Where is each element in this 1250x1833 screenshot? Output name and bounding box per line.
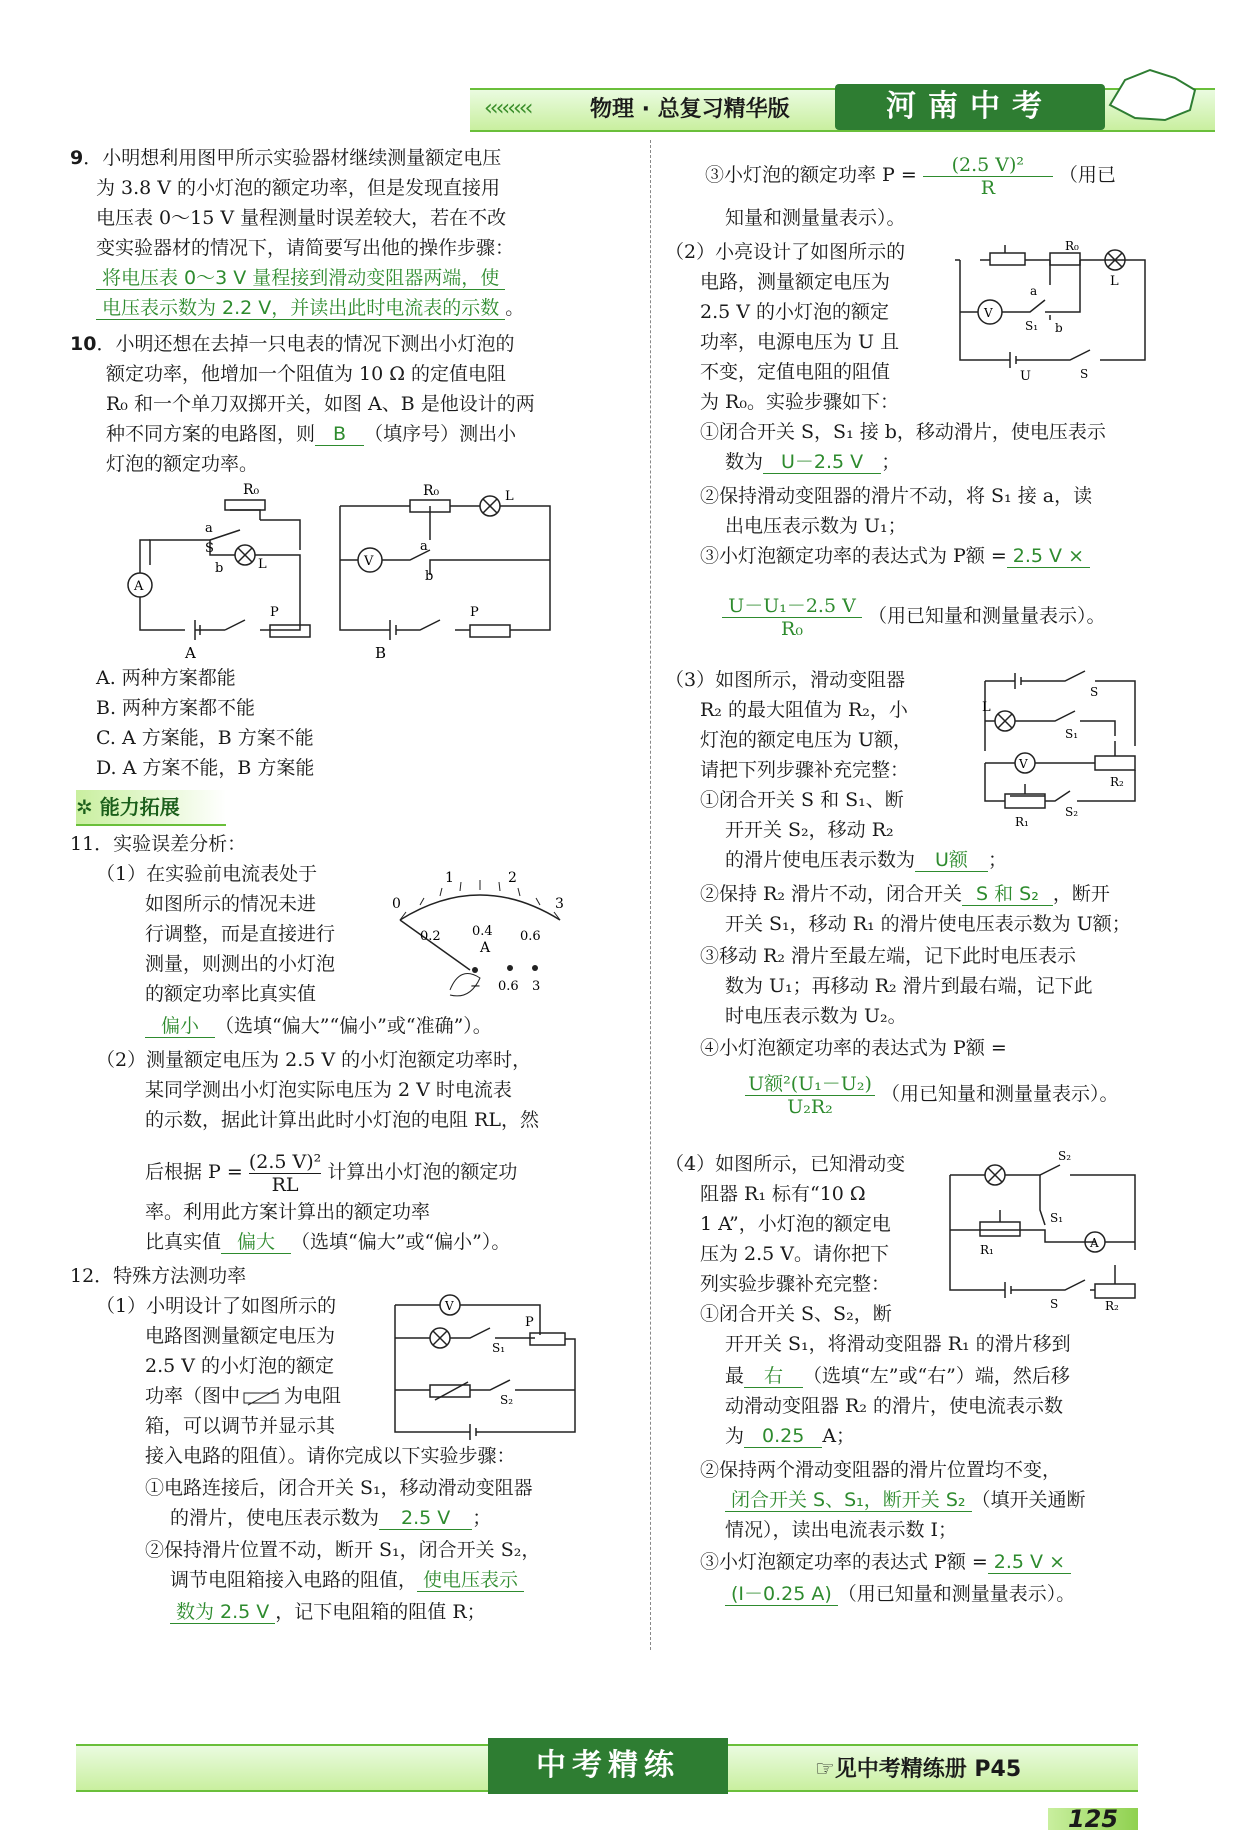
book-subtitle: 物理 · 总复习精华版: [590, 97, 790, 122]
svg-text:V: V: [1019, 757, 1028, 771]
r-circuit-3: [955, 666, 1155, 836]
section-title: ✲ 能力拓展: [76, 795, 180, 819]
q11-head: 11．实验误差分析：: [70, 833, 247, 855]
svg-text:R₁: R₁: [980, 1243, 994, 1257]
svg-text:S₁: S₁: [492, 1341, 506, 1355]
q11-p1-line4: 测量，则测出的小灯泡: [145, 953, 336, 975]
footer-reference: ☞见中考精练册 P45: [815, 1757, 1022, 1782]
q9-line-1: 9．小明想利用图甲所示实验器材继续测量额定电压: [70, 147, 502, 169]
q11-p2-line3: 的示数，据此计算出此时小灯泡的电阻 RL，然: [145, 1109, 539, 1131]
r-p4-line8: 最 右 （选填“左”或“右”）端，然后移: [725, 1365, 1070, 1387]
svg-text:S₂: S₂: [500, 1393, 514, 1407]
q12-p1-line2: 电路图测量额定电压为: [145, 1325, 336, 1347]
svg-text:A: A: [185, 644, 196, 662]
svg-text:0.2: 0.2: [420, 929, 441, 944]
r-p3-step3-line1: ③移动 R₂ 滑片至最左端，记下此时电压表示: [700, 945, 1077, 967]
r-p3-step4-formula: $\frac{\text{U额²(U₁－U₂)}}{\text{U₂R₂}}$ （用已知量和测量量表示）。: [745, 1068, 1119, 1120]
svg-text:V: V: [364, 554, 374, 569]
q12-circuit-1: [390, 1290, 590, 1440]
q10-option-a: A. 两种方案都能: [96, 667, 236, 689]
q11-p2-line2: 某同学测出小灯泡实际电压为 2 V 时电流表: [145, 1079, 512, 1101]
r-p4-line2: 阻器 R₁ 标有“10 Ω: [700, 1183, 866, 1205]
svg-text:b: b: [1055, 321, 1063, 335]
r-p2-step3-formula: $\frac{\text{U－U₁－2.5 V}}{\text{R₀}}$ （用已知量和测量量表示）。: [722, 590, 1106, 642]
r-p4-line6: ①闭合开关 S、S₂，断: [700, 1303, 892, 1325]
footer-title: 中考精练: [488, 1738, 728, 1794]
chevron-decoration-icon: ‹‹‹‹‹‹‹‹: [484, 96, 531, 121]
svg-text:L: L: [982, 700, 991, 715]
svg-text:A: A: [1090, 1236, 1099, 1250]
svg-text:V: V: [445, 1299, 454, 1313]
r-circuit-2: [950, 240, 1150, 400]
q10-line-1: 10．小明还想在去掉一只电表的情况下测出小灯泡的: [70, 333, 515, 355]
q12-step2-line3: 数为 2.5 V ，记下电阻箱的阻值 R；: [170, 1598, 486, 1626]
q10-line-4: 种不同方案的电路图，则 B （填序号）测出小: [106, 423, 517, 445]
r-p2-line6: 为 R₀。实验步骤如下：: [700, 391, 899, 413]
svg-text:S₁: S₁: [1050, 1211, 1064, 1225]
r-p3-step1-ans: 的滑片使电压表示数为 U额 ；: [725, 849, 1007, 871]
svg-text:R₀: R₀: [423, 483, 440, 499]
q9-answer-2: 电压表示数为 2.2 V，并读出此时电流表的示数 。: [96, 294, 524, 322]
q11-p2-formula: 后根据 P = $\frac{\text{(2.5 V)²}}{RL}$ 计算出小灯泡的额定功: [145, 1150, 518, 1196]
r-p4-line5: 列实验步骤补充完整：: [700, 1273, 891, 1295]
resistor-box-icon: [240, 1387, 284, 1407]
svg-text:R₂: R₂: [1110, 775, 1124, 789]
r-p2-line4: 功率，电源电压为 U 且: [700, 331, 900, 353]
q11-p1-line1: （1）在实验前电流表处于: [96, 863, 318, 885]
q10-line-3: R₀ 和一个单刀双掷开关，如图 A、B 是他设计的两: [106, 393, 535, 415]
svg-text:−: −: [470, 979, 481, 994]
r-p3-step2: ②保持 R₂ 滑片不动，闭合开关 S 和 S₂ ，断开: [700, 883, 1110, 905]
svg-text:S₁: S₁: [1065, 727, 1079, 741]
q11-p1-answer: 偏小 （选填“偏大”“偏小”或“准确”）。: [145, 1012, 492, 1040]
q12-step2-line2: 调节电阻箱接入电路的阻值， 使电压表示: [170, 1566, 524, 1594]
svg-text:0: 0: [392, 896, 401, 912]
svg-text:R₀: R₀: [243, 482, 260, 498]
r-p4-line7: 开开关 S₁，将滑动变阻器 R₁ 的滑片移到: [725, 1333, 1071, 1355]
q10-option-d: D. A 方案不能，B 方案能: [96, 757, 315, 779]
svg-text:U: U: [1020, 369, 1031, 384]
r-p2-step2-line1: ②保持滑动变阻器的滑片不动，将 S₁ 接 a，读: [700, 485, 1093, 507]
r-p2-line1: （2）小亮设计了如图所示的: [665, 241, 906, 263]
svg-text:A: A: [480, 940, 491, 956]
r-circuit-4: [945, 1149, 1145, 1313]
q12-p1-line3: 2.5 V 的小灯泡的额定: [145, 1355, 335, 1377]
q12-p1-line5: 箱，可以调节并显示其: [145, 1415, 336, 1437]
q11-p1-line3: 行调整，而是直接进行: [145, 923, 336, 945]
svg-text:S: S: [1080, 367, 1089, 381]
r-p1-step3-tail: 知量和测量量表示）。: [725, 207, 906, 229]
q12-p1-line1: （1）小明设计了如图所示的: [96, 1295, 337, 1317]
svg-text:a: a: [420, 539, 428, 554]
svg-text:S: S: [1050, 1297, 1059, 1311]
r-p2-line5: 不变，定值电阻的阻值: [700, 361, 891, 383]
r-p4-line10: 为 0.25 A；: [725, 1425, 856, 1447]
r-p3-line4: 请把下列步骤补充完整：: [700, 759, 910, 781]
r-p1-step3: ③小灯泡的额定功率 P = $\frac{\text{(2.5 V)²}}{R}$ （用已: [705, 153, 1116, 199]
column-divider: [650, 140, 651, 1650]
svg-text:B: B: [375, 644, 387, 662]
q9-line-2: 为 3.8 V 的小灯泡的额定功率，但是发现直接用: [96, 177, 501, 199]
r-p3-step4: ④小灯泡额定功率的表达式为 P额 =: [700, 1037, 1007, 1059]
svg-text:R₁: R₁: [1015, 815, 1029, 829]
q11-p1-line2: 如图所示的情况未进: [145, 893, 317, 915]
svg-text:0.4: 0.4: [472, 924, 493, 939]
svg-text:2: 2: [508, 870, 517, 886]
r-p3-line2: R₂ 的最大阻值为 R₂，小: [700, 699, 908, 721]
henan-map-icon: [1090, 60, 1210, 130]
svg-text:R₂: R₂: [1105, 1299, 1119, 1313]
svg-text:0.6: 0.6: [498, 979, 519, 994]
svg-text:S₂: S₂: [1058, 1149, 1072, 1163]
svg-text:V: V: [984, 306, 993, 320]
svg-text:R₀: R₀: [1065, 239, 1079, 253]
svg-text:3: 3: [532, 979, 541, 994]
svg-text:3: 3: [555, 896, 564, 912]
svg-text:S₂: S₂: [1065, 805, 1079, 819]
q12-p1-line6: 接入电路的阻值）。请你完成以下实验步骤：: [145, 1445, 516, 1467]
r-p4-step2: ②保持两个滑动变阻器的滑片位置均不变，: [700, 1459, 1062, 1481]
svg-text:L: L: [258, 557, 267, 572]
r-p4-line3: 1 A”，小灯泡的额定电: [700, 1213, 891, 1235]
q12-head: 12．特殊方法测功率: [70, 1265, 247, 1287]
r-p4-line9: 动滑动变阻器 R₂ 的滑片，使电流表示数: [725, 1395, 1064, 1417]
svg-text:P: P: [270, 605, 279, 620]
q11-p2-line1: （2）测量额定电压为 2.5 V 的小灯泡额定功率时，: [96, 1049, 532, 1071]
q9-line-4: 变实验器材的情况下，请简要写出他的操作步骤：: [96, 237, 515, 259]
r-p4-step3: ③小灯泡额定功率的表达式 P额 = 2.5 V ×: [700, 1548, 1071, 1576]
r-p4-step3-line2: (I－0.25 A) （用已知量和测量量表示）。: [725, 1580, 1075, 1608]
q10-line-5: 灯泡的额定功率。: [106, 453, 259, 475]
q11-p2-line5: 率。利用此方案计算出的额定功率: [145, 1201, 431, 1223]
r-p3-step3-line3: 时电压表示数为 U₂。: [725, 1005, 907, 1027]
svg-text:S₁: S₁: [1025, 319, 1039, 333]
q10-option-c: C. A 方案能，B 方案不能: [96, 727, 314, 749]
q10-option-b: B. 两种方案都不能: [96, 697, 256, 719]
svg-text:L: L: [1110, 274, 1119, 289]
r-p4-step2-line3: 情况），读出电流表示数 I；: [725, 1519, 958, 1541]
svg-text:a: a: [1030, 284, 1038, 298]
q12-step1-line2: 的滑片，使电压表示数为 2.5 V ；: [170, 1507, 492, 1529]
r-p4-line4: 压为 2.5 V。请你把下: [700, 1243, 890, 1265]
r-p4-step2-ans: 闭合开关 S、S₁，断开关 S₂ （填开关通断: [725, 1486, 1086, 1514]
r-p2-step3: ③小灯泡额定功率的表达式为 P额 = 2.5 V ×: [700, 542, 1090, 570]
svg-text:P: P: [525, 1315, 534, 1330]
r-p2-step1: ①闭合开关 S，S₁ 接 b，移动滑片，使电压表示: [700, 421, 1106, 443]
page-number: 125: [1048, 1808, 1138, 1830]
r-p2-line3: 2.5 V 的小灯泡的额定: [700, 301, 890, 323]
svg-text:1: 1: [445, 870, 454, 886]
r-p3-line6: 开开关 S₂，移动 R₂: [725, 819, 894, 841]
r-p3-line5: ①闭合开关 S 和 S₁、断: [700, 789, 904, 811]
r-p3-step2-line2: 开关 S₁，移动 R₁ 的滑片使电压表示数为 U额；: [725, 913, 1131, 935]
svg-text:b: b: [215, 561, 224, 576]
q12-step2-line1: ②保持滑片位置不动，断开 S₁，闭合开关 S₂，: [145, 1539, 541, 1561]
q10-circuit-diagrams: [110, 480, 590, 660]
r-p3-step3-line2: 数为 U₁；再移动 R₂ 滑片到最右端，记下此: [725, 975, 1093, 997]
svg-text:a: a: [205, 521, 213, 536]
q10-line-2: 额定功率，他增加一个阻值为 10 Ω 的定值电阻: [106, 363, 507, 385]
svg-text:S: S: [1090, 685, 1099, 699]
svg-text:S: S: [205, 541, 214, 556]
r-p2-step2-line2: 出电压表示数为 U₁；: [725, 515, 907, 537]
svg-text:b: b: [425, 569, 434, 584]
book-title: 河南中考: [835, 84, 1105, 130]
svg-text:P: P: [470, 605, 479, 620]
svg-text:A: A: [134, 579, 144, 594]
r-p3-line1: （3）如图所示，滑动变阻器: [665, 669, 906, 691]
q9-answer-1: 将电压表 0～3 V 量程接到滑动变阻器两端，使: [96, 264, 505, 292]
q12-p1-line4: 功率（图中 为电阻: [145, 1385, 342, 1407]
svg-text:L: L: [505, 489, 514, 504]
ammeter-dial: [380, 860, 580, 1010]
svg-text:0.6: 0.6: [520, 929, 541, 944]
q9-line-3: 电压表 0～15 V 量程测量时误差较大，若在不改: [96, 207, 507, 229]
r-p3-line3: 灯泡的额定电压为 U额，: [700, 729, 913, 751]
r-p2-step1-ans: 数为 U－2.5 V ；: [725, 451, 901, 473]
q11-p2-answer: 比真实值 偏大 （选填“偏大”或“偏小”）。: [145, 1231, 511, 1253]
r-p2-line2: 电路，测量额定电压为: [700, 271, 891, 293]
q11-p1-line5: 的额定功率比真实值: [145, 983, 317, 1005]
r-p4-line1: （4）如图所示，已知滑动变: [665, 1153, 906, 1175]
q12-step1-line1: ①电路连接后，闭合开关 S₁，移动滑动变阻器: [145, 1477, 533, 1499]
